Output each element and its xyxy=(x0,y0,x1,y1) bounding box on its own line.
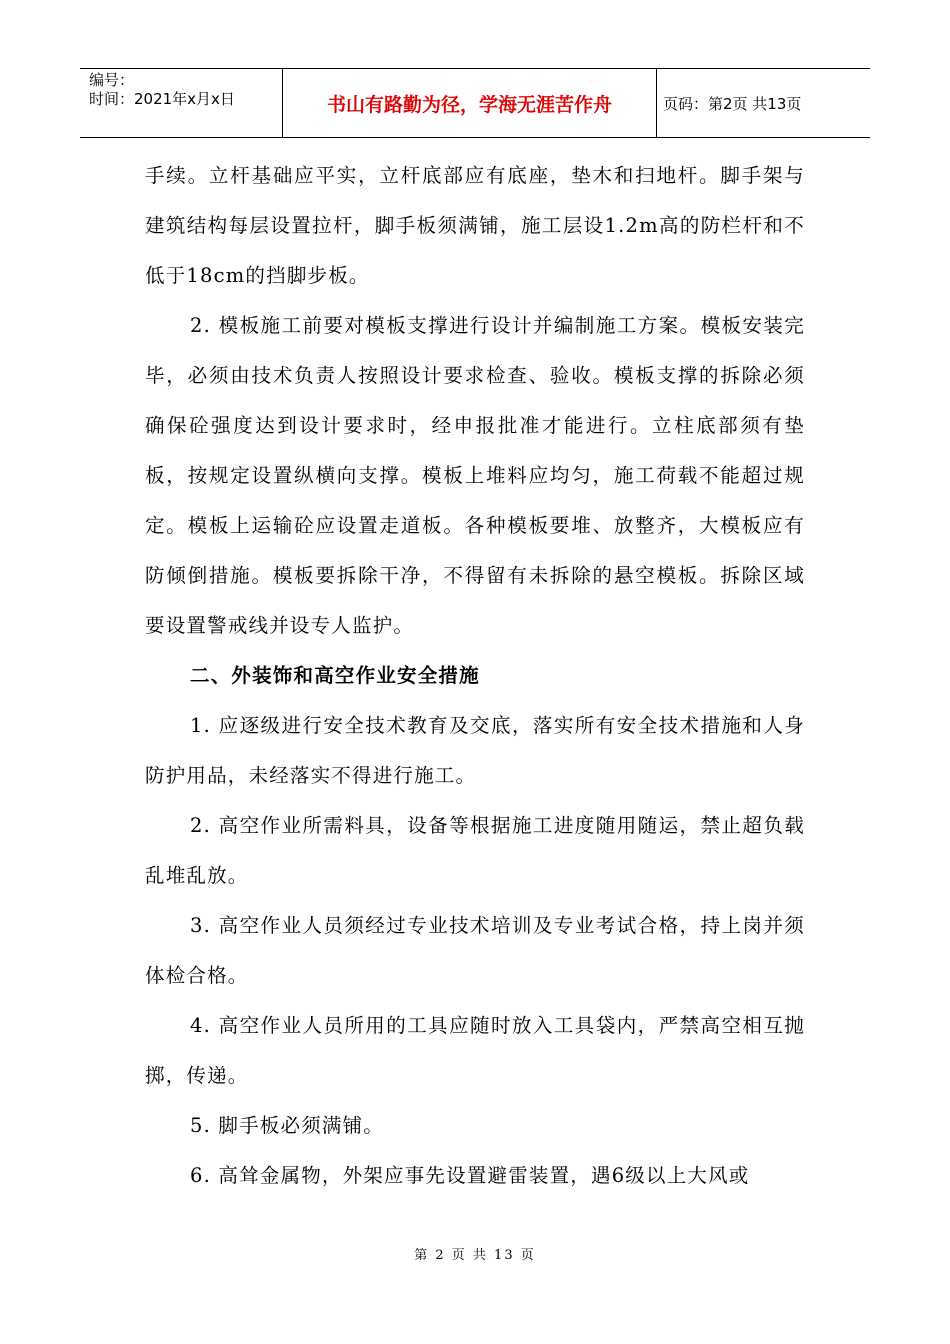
page-header xyxy=(80,68,870,138)
section-heading: 二、外装饰和高空作业安全措施 xyxy=(190,664,480,687)
list-item-5: 5. 脚手板必须满铺。 xyxy=(190,1114,385,1137)
list-item-2: 2. 高空作业所需料具，设备等根据施工进度随用随运，禁止超负载乱堆乱放。 xyxy=(145,814,805,887)
document-number-label: 编号： xyxy=(89,71,135,89)
list-item-3: 3. 高空作业人员须经过专业技术培训及专业考试合格，持上岗并须体检合格。 xyxy=(145,914,805,987)
paragraph-formwork: 2. 模板施工前要对模板支撑进行设计并编制施工方案。模板安装完毕，必须由技术负责人按照设计要求检查、验收。模板支撑的拆除必须确保砼强度达到设计要求时，经申报批准才能进行。立柱底部须有垫板，按规定设置纵横向支撑。模板上堆料应均匀，施工荷载不能超过规定。模板上运输砼应设置走道板。各种模板要堆、放整齐，大模板应有防倾倒措施。模板要拆除干净，不得留有未拆除的悬空模板。拆除区域要设置警戒线并设专人监护。 xyxy=(145,314,805,637)
page-footer: 第 2 页 共 13 页 xyxy=(414,1248,536,1263)
list-item-6: 6. 高耸金属物，外架应事先设置避雷装置，遇6级以上大风或 xyxy=(190,1164,750,1187)
document-body xyxy=(145,151,805,1201)
list-item-1: 1. 应逐级进行安全技术教育及交底，落实所有安全技术措施和人身防护用品，未经落实不得进行施工。 xyxy=(145,714,805,787)
list-item-4: 4. 高空作业人员所用的工具应随时放入工具袋内，严禁高空相互抛掷，传递。 xyxy=(145,1014,805,1087)
document-time: 时间：2021年x月x日 xyxy=(89,90,235,108)
header-meta xyxy=(80,69,283,137)
header-motto: 书山有路勤为径，学海无涯苦作舟 xyxy=(283,69,657,137)
header-page-info: 页码：第2页 共13页 xyxy=(663,94,802,113)
paragraph-continued: 手续。立杆基础应平实，立杆底部应有底座，垫木和扫地杆。脚手架与建筑结构每层设置拉杆，脚手板须满铺，施工层设1.2m高的防栏杆和不低于18cm的挡脚步板。 xyxy=(145,164,805,287)
